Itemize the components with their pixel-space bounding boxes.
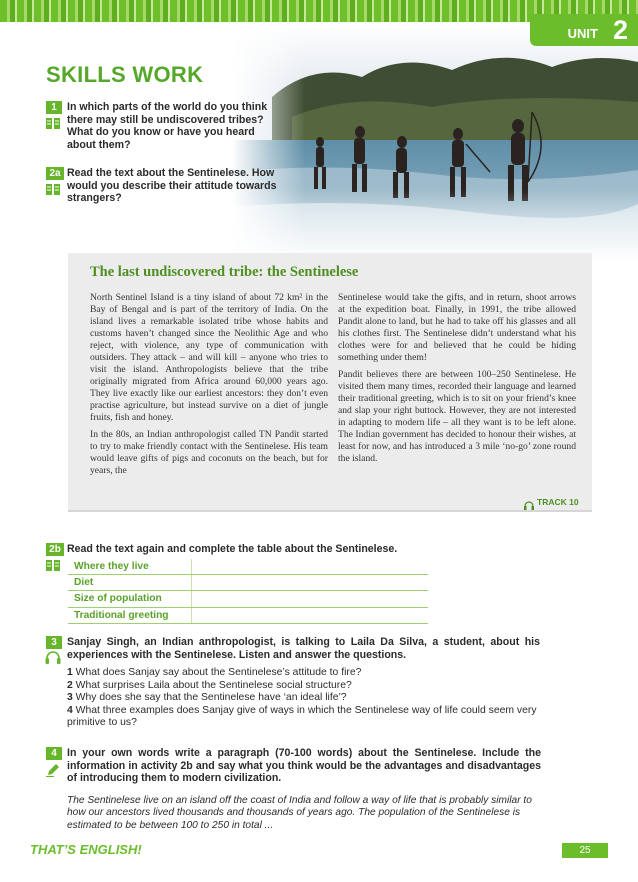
list-item [67,680,543,693]
book-icon [46,182,60,200]
question-text: What does Sanjay say about the Sentinelese’s attitude to fire? [75,667,362,678]
question-number: 4 [67,704,73,716]
question-number: 3 [67,692,73,704]
headphones-icon [45,651,61,669]
article-column-1 [90,292,328,482]
book-icon [46,116,60,134]
article-paragraph: North Sentinel Island is a tiny island of about 72 km² in the Bay of Bengal and is part of the territory of India. On the island lives a remarkable isolated tribe whose habits and customs haven’t changed since the Neolithic Age and who reject, with violence, any type of communication with outsiders. They attack – and will kill – anyone who tries to visit the island. Anthropologists believe that the tribe originally migrated from Africa around 60,000 years ago. They live exactly like our earliest ancestors: they don’t even practise agriculture, but instead survive on a diet of jungle fruits, fish and honey. [90,292,328,423]
tribe-photo [232,22,638,262]
list-item [67,667,543,680]
list-item [67,705,543,730]
track-label[interactable]: TRACK 10 [537,497,579,507]
list-item [67,692,543,705]
exercise-number-2a: 2a [46,167,64,180]
exercise-number-1: 1 [46,101,62,114]
question-list [67,667,543,730]
sentinelese-table [68,559,428,624]
exercise-4-text: In your own words write a paragraph (70-100 words) about the Sentinelese. Include the information in activity 2b and say what you think would be the advantages and disadvantages of introducing them to modern civilization. [67,747,541,785]
exercise-3-text: Sanjay Singh, an Indian anthropologist, is talking to Laila Da Silva, a student, about his experiences with the Sentinelese. Listen and answer the questions. [67,636,540,661]
answer-cell[interactable] [192,607,429,623]
exercise-1-text: In which parts of the world do you think there may still be undiscovered tribes? What do you know or have you heard about them? [67,101,268,151]
table-row [68,575,428,591]
exercise-2b-text: Read the text again and complete the table about the Sentinelese. [67,543,398,555]
exercise-2a-text: Read the text about the Sentinelese. How would you describe their attitude towards strangers? [67,167,277,205]
page-number: 25 [562,843,608,858]
exercise-number-3: 3 [46,636,62,649]
question-number: 2 [67,679,73,691]
table-row [68,591,428,607]
table-row-label: Diet [68,575,192,591]
question-text: What surprises Laila about the Sentinelese social structure? [75,679,352,691]
footer-brand: THAT’S ENGLISH! [30,842,142,857]
article-paragraph: In the 80s, an Indian anthropologist called TN Pandit started to try to make friendly contact with the Sentinelese. His team would leave gifts of pigs and coconuts on the beach, but for years, the [90,429,328,476]
table-row [68,559,428,575]
answer-cell[interactable] [192,591,429,607]
question-number: 1 [67,667,73,678]
section-title: SKILLS WORK [46,62,204,87]
answer-cell[interactable] [192,575,429,591]
question-text: What three examples does Sanjay give of ways in which the Sentinelese way of life could seem very primitive to us? [67,704,537,729]
table-row-label: Where they live [68,559,192,575]
table-row [68,607,428,623]
article-paragraph: Pandit believes there are between 100–250 Sentinelese. He visited them many times, recorded their language and learned their traditional greeting, which is to sit on your friend’s knee and slap your right buttock. However, they are not interested in adapting to modern life – all they want is to be left alone. The Indian government has decided to honour their wishes, at least for now, and has introduced a 3 mile ‘no-go’ zone round the island. [338,369,576,464]
table-row-label: Traditional greeting [68,607,192,623]
exercise-number-2b: 2b [46,543,64,556]
question-text: Why does she say that the Sentinelese have ‘an ideal life’? [75,692,347,704]
unit-number: 2 [612,15,628,45]
unit-tab [530,14,638,46]
unit-label: UNIT [567,26,598,41]
sample-answer: The Sentinelese live on an island off the coast of India and follow a way of life that is probably similar to how our ancestors lived thousands and thousands of years ago. The population of the Sentinelese is estimated to be between 100 to 250 in total ... [67,795,532,831]
pencil-icon [46,763,60,782]
exercise-number-4: 4 [46,747,62,760]
article-column-2 [338,292,576,470]
article-title: The last undiscovered tribe: the Sentinelese [90,264,359,280]
headphones-icon [524,497,534,515]
answer-cell[interactable] [192,559,429,575]
book-icon [46,558,60,576]
table-row-label: Size of population [68,591,192,607]
article-paragraph: Sentinelese would take the gifts, and in return, shoot arrows at the expedition boat. Finally, in 1991, the tribe allowed Pandit alone to land, but he had to take off his glasses and all his clothes first. The Sentinelese didn’t understand what his clothes were for and believed that he could be hiding something under them! [338,292,576,363]
